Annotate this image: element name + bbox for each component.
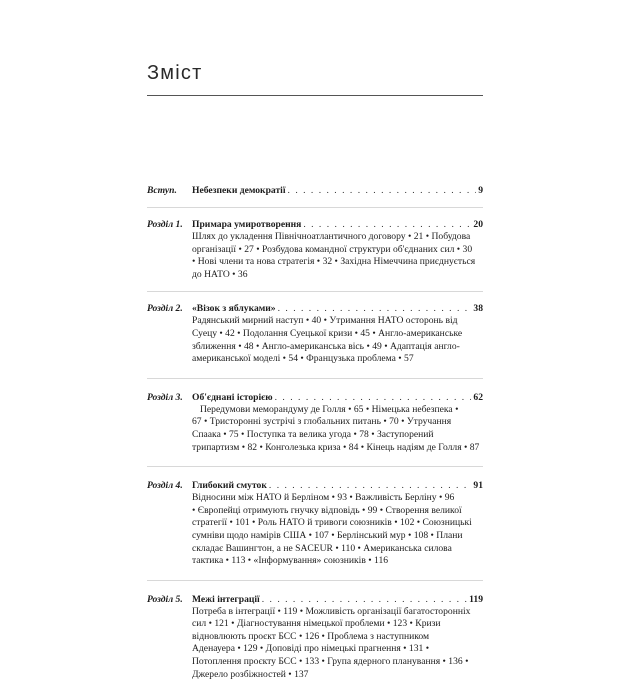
toc-entry-intro (147, 176, 483, 207)
toc-subsection-line: стратегії • 101 • Роль НАТО й тривоги союзників • 102 • Союзницькі (192, 517, 472, 529)
dot-leader (303, 218, 471, 231)
toc-subsection-line: Радянський мирний наступ • 40 • Утримання НАТО осторонь від (192, 315, 458, 327)
toc-entry-title[interactable]: Об'єднані історією (192, 391, 273, 403)
table-of-contents (147, 176, 483, 681)
dot-leader (262, 593, 467, 606)
toc-subsection-line: Спаака • 75 • Поступка та велика угода • 78 • Заступорений (192, 428, 434, 440)
toc-entry-chapter-5 (147, 580, 483, 681)
dot-leader (269, 479, 472, 492)
toc-entry-page[interactable]: 91 (473, 480, 483, 492)
dot-leader (278, 302, 472, 315)
toc-subsection-line: • Європейці отримують гнучку відповідь • 99 • Створення великої (192, 504, 462, 516)
toc-subsection-line: Відносини між НАТО й Берліном • 93 • Важливість Берліну • 96 (192, 492, 455, 504)
toc-entry-label: Розділ 1. (147, 219, 183, 230)
toc-subsection-line: Потоплення проєкту БСС • 133 • Група ядерного планування • 136 • (192, 656, 469, 668)
toc-entry-title[interactable]: «Візок з яблуками» (192, 303, 276, 315)
toc-subsection-line: Аденауера • 129 • Доповіді про німецькі прагнення • 131 • (192, 643, 430, 655)
toc-subsection-line: до НАТО • 36 (192, 268, 248, 280)
toc-entry-title[interactable]: Примара умиротворення (192, 219, 302, 230)
toc-entry-chapter-2 (147, 291, 483, 377)
toc-subsection-line: відновлюють проєкт БСС • 126 • Проблема з наступником (192, 630, 430, 642)
toc-entry-page[interactable]: 62 (473, 391, 483, 403)
toc-subsection-line: • Нові члени та нова стратегія • 32 • Західна Німеччина приєднується (192, 256, 476, 268)
toc-subsection-line: Шлях до укладення Північноатлантичного договору • 21 • Побудова (192, 231, 471, 242)
toc-entry-label: Розділ 4. (147, 480, 183, 492)
toc-entry-page[interactable]: 20 (473, 219, 483, 230)
toc-subsection-line: 67 • Тристоронні зустрічі з глобальних питань • 70 • Утручання (192, 416, 452, 428)
toc-entry-label: Розділ 5. (147, 593, 183, 605)
toc-entry-chapter-1 (147, 207, 483, 291)
toc-entry-title[interactable]: Межі інтеграції (192, 593, 260, 605)
toc-subsection-line: Передумови меморандуму де Голля • 65 • Німецька небезпека • (200, 403, 459, 415)
toc-entry-page[interactable]: 38 (473, 303, 483, 315)
toc-subsection-line: Джерело розбіжностей • 137 (192, 668, 309, 680)
toc-subsection-line: зближення • 48 • Англо-американська вісь • 49 • Адаптація англо- (192, 340, 460, 352)
toc-subsection-line: сил • 121 • Діагностування німецької проблеми • 123 • Кризи (192, 618, 441, 630)
toc-entry-chapter-3 (147, 378, 483, 466)
toc-subsection-line: сумніви щодо намірів США • 107 • Берлінський мур • 108 • Плани (192, 529, 463, 541)
toc-entry-chapter-4 (147, 466, 483, 580)
toc-entry-title[interactable]: Глибокий смуток (192, 480, 267, 492)
dot-leader (288, 184, 477, 197)
title-divider (147, 95, 483, 96)
dot-leader (275, 391, 472, 404)
toc-subsection-line: тактика • 113 • «Інформування» союзників • 116 (192, 555, 389, 567)
toc-subsection-line: складає Вашингтон, а не SACEUR • 110 • Американська силова (192, 542, 452, 554)
toc-entry-page[interactable]: 119 (469, 593, 483, 605)
toc-subsection-line: трипартизм • 82 • Конголезька криза • 84 • Кінець надіям де Голля • 87 (192, 441, 480, 453)
toc-entry-title[interactable]: Небезпеки демократії (192, 185, 286, 196)
toc-subsection-line: американської моделі • 54 • Французька проблема • 57 (192, 353, 414, 365)
toc-subsection-line: Потреба в інтеграції • 119 • Можливість організації багатосторонніх (192, 605, 471, 617)
toc-entry-label: Вступ. (147, 185, 177, 196)
toc-subsection-line: Суецу • 42 • Подолання Суецької кризи • 45 • Англо-американське (192, 327, 463, 339)
toc-entry-page[interactable]: 9 (478, 185, 483, 196)
toc-entry-label: Розділ 3. (147, 391, 183, 403)
toc-subsection-line: організації • 27 • Розбудова командної структури об'єднаних сил • 30 (192, 243, 473, 255)
toc-entry-label: Розділ 2. (147, 303, 183, 315)
page-title: Зміст (147, 62, 203, 84)
